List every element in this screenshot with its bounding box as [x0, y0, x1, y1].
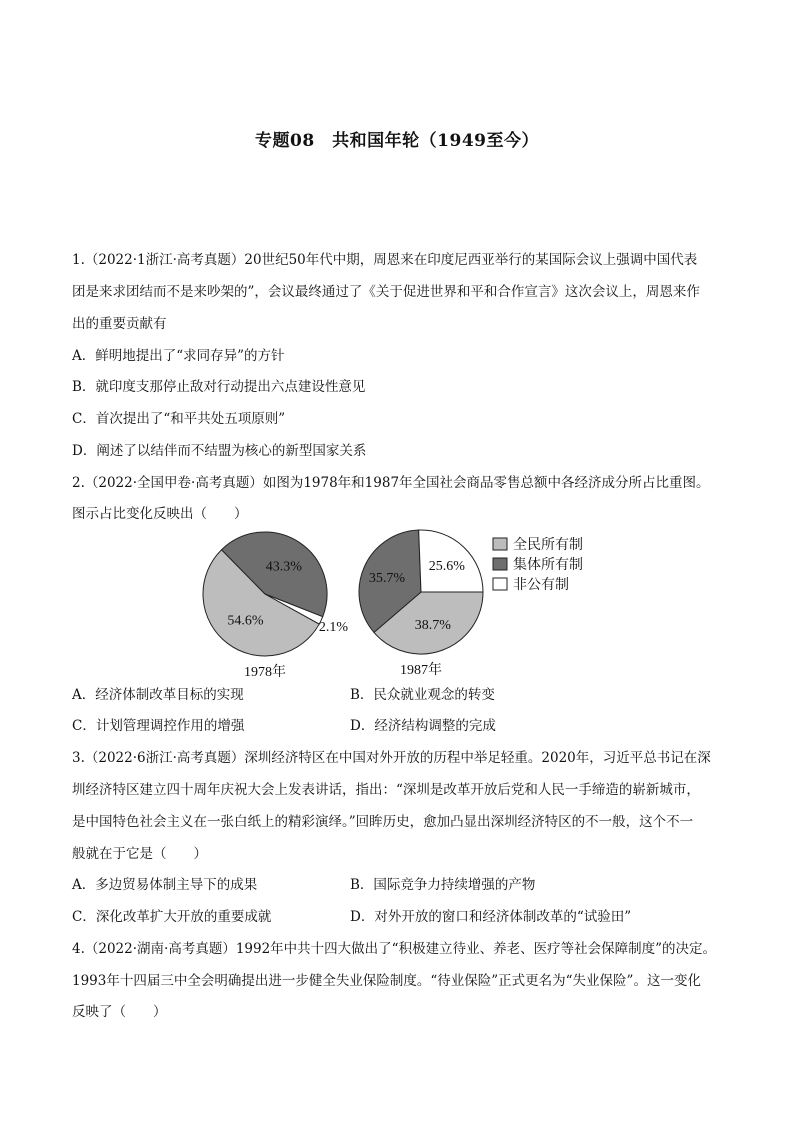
pie-1-value-label-0: 38.7% [414, 617, 451, 633]
pie-0-value-label-2: 2.1% [318, 620, 349, 636]
q1-stem-line-2: 团是来求团结而不是来吵架的”，会议最终通过了《关于促进世界和平和合作宣言》这次会议上，周恩来作 [72, 284, 700, 300]
q4-stem-line-1: 4.（2022·湖南·高考真题）1992年中共十四大做出了“积极建立待业、养老、医疗等社会保障制度”的决定。 [72, 941, 716, 957]
q2-option-a[interactable]: A．经济体制改革目标的实现 [72, 687, 244, 703]
q3-option-a[interactable]: A．多边贸易体制主导下的成果 [72, 877, 258, 893]
q1-option-b[interactable]: B．就印度支那停止敌对行动提出六点建设性意见 [72, 379, 366, 395]
q1-stem-line-3: 出的重要贡献有 [72, 316, 167, 332]
page-title: 专题08 共和国年轮（1949至今） [255, 131, 539, 151]
q3-stem-line-4: 般就在于它是（ ） [72, 846, 207, 862]
q3-option-d[interactable]: D．对外开放的窗口和经济体制改革的“试验田” [350, 909, 632, 925]
q2-stem-line-2: 图示占比变化反映出（ ） [72, 506, 248, 522]
legend-label-1: 集体所有制 [513, 558, 583, 573]
q2-stem-line-1: 2.（2022·全国甲卷·高考真题）如图为1978年和1987年全国社会商品零售总额中各经济成分所占比重图。 [72, 475, 710, 491]
legend-swatch-1 [493, 558, 507, 570]
q1-option-c[interactable]: C．首次提出了“和平共处五项原则” [72, 411, 286, 427]
q2-option-d[interactable]: D．经济结构调整的完成 [350, 718, 496, 734]
legend-swatch-0 [493, 538, 507, 550]
pie-0-year-label: 1978年 [244, 665, 286, 680]
q1-option-d[interactable]: D．阐述了以结伴而不结盟为核心的新型国家关系 [72, 443, 367, 459]
q2-option-b[interactable]: B．民众就业观念的转变 [350, 687, 495, 703]
q1-option-a[interactable]: A．鲜明地提出了“求同存异”的方针 [72, 348, 285, 364]
legend-label-0: 全民所有制 [513, 538, 583, 553]
pie-0-value-label-0: 54.6% [227, 613, 264, 629]
q3-option-c[interactable]: C．深化改革扩大开放的重要成就 [72, 909, 272, 925]
q2-option-c[interactable]: C．计划管理调控作用的增强 [72, 718, 245, 734]
q1-stem-line-1: 1.（2022·1浙江·高考真题）20世纪50年代中期，周恩来在印度尼西亚举行的某国际会议上强调中国代表 [72, 252, 698, 268]
pie-1-year-label: 1987年 [400, 663, 442, 678]
pie-0-value-label-1: 43.3% [265, 559, 302, 575]
pie-chart [195, 528, 615, 680]
legend-swatch-2 [493, 578, 507, 590]
q3-stem-line-2: 圳经济特区建立四十周年庆祝大会上发表讲话，指出：“深圳是改革开放后党和人民一手缔造的崭新城市， [72, 782, 700, 798]
q4-stem-line-3: 反映了（ ） [72, 1004, 167, 1020]
pie-1-value-label-2: 25.6% [428, 559, 465, 575]
q3-stem-line-3: 是中国特色社会主义在一张白纸上的精彩演绎。”回眸历史，愈加凸显出深圳经济特区的不一般，这个不一 [72, 814, 694, 830]
legend-label-2: 非公有制 [513, 578, 569, 593]
q3-stem-line-1: 3.（2022·6浙江·高考真题）深圳经济特区在中国对外开放的历程中举足轻重。2020年，习近平总书记在深 [72, 750, 711, 766]
pie-1-value-label-1: 35.7% [368, 571, 405, 587]
q3-option-b[interactable]: B．国际竞争力持续增强的产物 [350, 877, 536, 893]
q4-stem-line-2: 1993年十四届三中全会明确提出进一步健全失业保险制度。“待业保险”正式更名为“失业保险”。这一变化 [72, 973, 701, 989]
